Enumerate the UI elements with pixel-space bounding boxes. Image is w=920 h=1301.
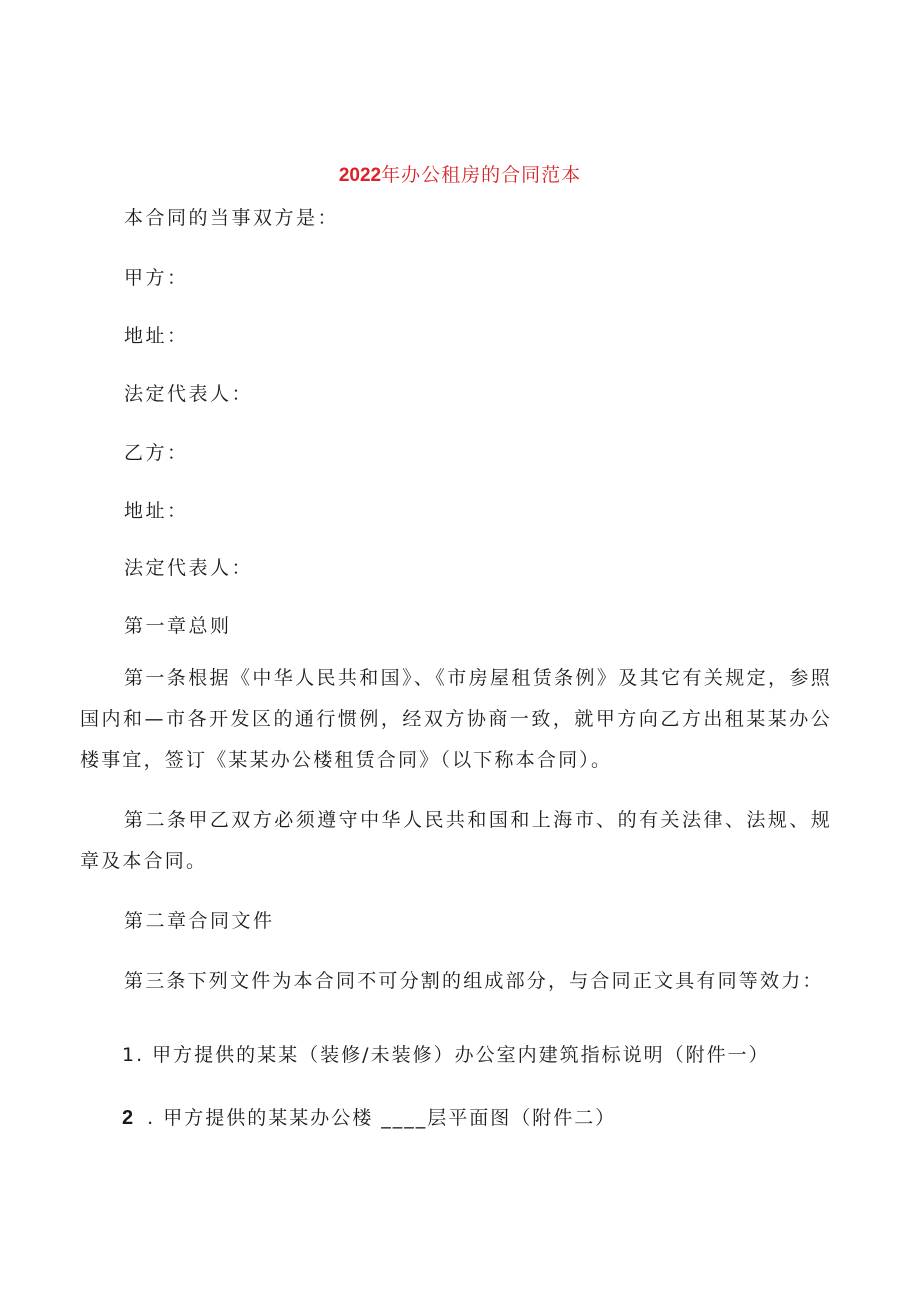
party-a-address-label: 地址： (124, 325, 189, 347)
title-year: 2022 (338, 165, 382, 186)
article-2-paragraph: 第二条甲乙双方必须遵守中华人民共和国和上海市、的有关法律、法规、规章及本合同。 (80, 809, 832, 872)
party-b-label: 乙方： (124, 442, 189, 464)
title-text: 年办公租房的合同范本 (381, 164, 582, 186)
party-b-representative-label: 法定代表人： (124, 557, 254, 579)
document-title (0, 160, 920, 187)
attachment-item-1: 1. 甲方提供的某某（装修/未装修）办公室内建筑指标说明（附件一） (122, 1044, 770, 1066)
chapter-2-heading: 第二章合同文件 (124, 910, 275, 932)
chapter-1-heading: 第一章总则 (124, 615, 232, 637)
attachment-item-2 (122, 1103, 616, 1130)
article-3-paragraph: 第三条下列文件为本合同不可分割的组成部分，与合同正文具有同等效力： (124, 970, 824, 992)
parties-intro: 本合同的当事双方是： (124, 207, 340, 229)
article-1-paragraph: 第一条根据《中华人民共和国》、《市房屋租赁条例》及其它有关规定，参照国内和—市各开发区的通行惯例，经双方协商一致，就甲方向乙方出租某某办公楼事宜，签订《某某办公楼租赁合同》（以下称本合同）。 (80, 667, 832, 771)
attachment-item-2-text: . 甲方提供的某某办公楼 ____层平面图（附件二） (147, 1107, 617, 1129)
party-b-address-label: 地址： (124, 500, 189, 522)
attachment-item-2-number: 2 (122, 1107, 134, 1129)
party-a-label: 甲方： (124, 267, 189, 289)
party-a-representative-label: 法定代表人： (124, 383, 254, 405)
